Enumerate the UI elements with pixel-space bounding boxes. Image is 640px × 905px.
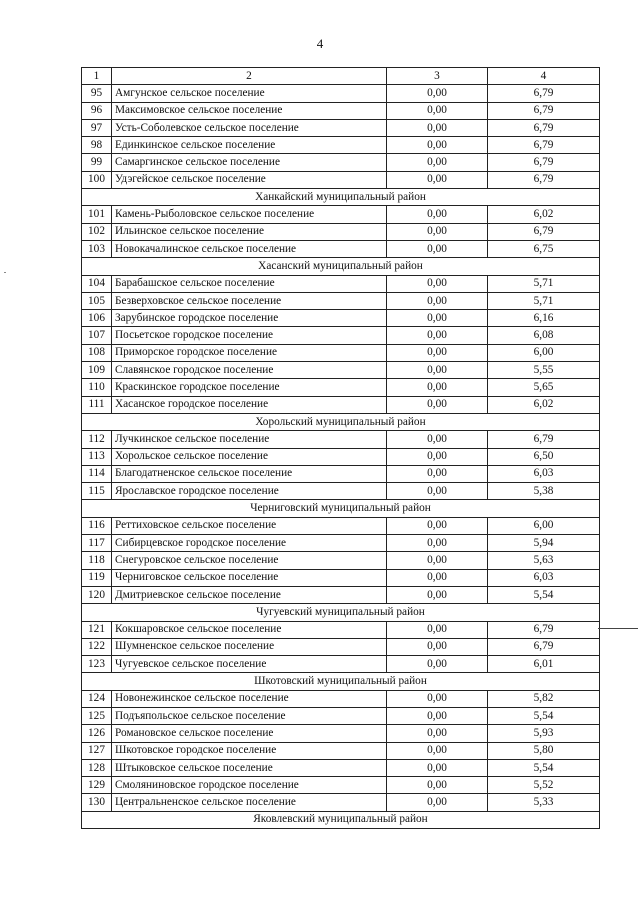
settlement-name: Самаргинское сельское поселение — [112, 154, 387, 171]
table-row — [82, 742, 600, 759]
settlement-name: Единкинское сельское поселение — [112, 137, 387, 154]
settlement-name: Лучкинское сельское поселение — [112, 431, 387, 448]
value-col3: 0,00 — [387, 223, 488, 240]
district-name: Яковлевский муниципальный район — [82, 811, 600, 828]
value-col3: 0,00 — [387, 206, 488, 223]
settlement-name: Сибирцевское городское поселение — [112, 535, 387, 552]
settlement-name: Ильинское сельское поселение — [112, 223, 387, 240]
value-col4: 6,79 — [488, 154, 600, 171]
row-number: 122 — [82, 638, 112, 655]
value-col3: 0,00 — [387, 171, 488, 188]
column-header-1: 1 — [82, 68, 112, 85]
row-number: 107 — [82, 327, 112, 344]
value-col3: 0,00 — [387, 621, 488, 638]
value-col3: 0,00 — [387, 362, 488, 379]
value-col3: 0,00 — [387, 638, 488, 655]
settlement-name: Кокшаровское сельское поселение — [112, 621, 387, 638]
row-number: 130 — [82, 794, 112, 811]
row-number: 111 — [82, 396, 112, 413]
value-col3: 0,00 — [387, 535, 488, 552]
table-row — [82, 396, 600, 413]
settlement-name: Барабашское сельское поселение — [112, 275, 387, 292]
value-col3: 0,00 — [387, 275, 488, 292]
settlement-name: Центральненское сельское поселение — [112, 794, 387, 811]
settlement-name: Славянское городское поселение — [112, 362, 387, 379]
table-row — [82, 223, 600, 240]
row-number: 129 — [82, 777, 112, 794]
value-col4: 5,82 — [488, 690, 600, 707]
table-row — [82, 465, 600, 482]
district-name: Хорольский муниципальный район — [82, 413, 600, 430]
value-col3: 0,00 — [387, 85, 488, 102]
row-number: 108 — [82, 344, 112, 361]
table-row — [82, 759, 600, 776]
value-col4: 5,94 — [488, 535, 600, 552]
table-row — [82, 240, 600, 257]
row-number: 117 — [82, 535, 112, 552]
settlement-name: Снегуровское сельское поселение — [112, 552, 387, 569]
table-row — [82, 569, 600, 586]
value-col3: 0,00 — [387, 327, 488, 344]
value-col4: 6,01 — [488, 656, 600, 673]
page-number: 4 — [316, 36, 324, 51]
settlement-name: Благодатненское сельское поселение — [112, 465, 387, 482]
table-row — [82, 431, 600, 448]
settlement-name: Дмитриевское сельское поселение — [112, 586, 387, 603]
settlement-name: Штыковское сельское поселение — [112, 759, 387, 776]
value-col3: 0,00 — [387, 396, 488, 413]
table-row — [82, 102, 600, 119]
value-col3: 0,00 — [387, 656, 488, 673]
value-col4: 6,00 — [488, 517, 600, 534]
value-col3: 0,00 — [387, 431, 488, 448]
table-row — [82, 794, 600, 811]
value-col4: 6,00 — [488, 344, 600, 361]
table-row — [82, 448, 600, 465]
row-number: 103 — [82, 240, 112, 257]
value-col4: 6,79 — [488, 85, 600, 102]
column-header-4: 4 — [488, 68, 600, 85]
row-number: 116 — [82, 517, 112, 534]
table-row — [82, 362, 600, 379]
settlement-name: Черниговское сельское поселение — [112, 569, 387, 586]
value-col3: 0,00 — [387, 119, 488, 136]
table-row — [82, 154, 600, 171]
value-col4: 6,79 — [488, 119, 600, 136]
table-row — [82, 137, 600, 154]
row-number: 101 — [82, 206, 112, 223]
value-col3: 0,00 — [387, 586, 488, 603]
value-col3: 0,00 — [387, 465, 488, 482]
value-col4: 5,54 — [488, 586, 600, 603]
value-col4: 6,79 — [488, 102, 600, 119]
value-col4: 6,75 — [488, 240, 600, 257]
row-number: 114 — [82, 465, 112, 482]
settlement-name: Романовское сельское поселение — [112, 725, 387, 742]
settlement-name: Новокачалинское сельское поселение — [112, 240, 387, 257]
value-col4: 6,08 — [488, 327, 600, 344]
value-col3: 0,00 — [387, 725, 488, 742]
district-name: Шкотовский муниципальный район — [82, 673, 600, 690]
table-row — [82, 327, 600, 344]
value-col3: 0,00 — [387, 292, 488, 309]
row-number: 105 — [82, 292, 112, 309]
settlement-name: Амгунское сельское поселение — [112, 85, 387, 102]
table-row — [82, 171, 600, 188]
settlement-name: Шкотовское городское поселение — [112, 742, 387, 759]
table-row — [82, 535, 600, 552]
district-row — [82, 258, 600, 275]
table-row — [82, 690, 600, 707]
settlement-name: Реттиховское сельское поселение — [112, 517, 387, 534]
value-col3: 0,00 — [387, 707, 488, 724]
settlements-table — [81, 67, 600, 829]
value-col4: 5,33 — [488, 794, 600, 811]
value-col4: 5,71 — [488, 275, 600, 292]
settlement-name: Максимовское сельское поселение — [112, 102, 387, 119]
table-body — [82, 68, 600, 829]
row-number: 126 — [82, 725, 112, 742]
table-row — [82, 707, 600, 724]
value-col4: 5,54 — [488, 707, 600, 724]
header-row — [82, 68, 600, 85]
table-row — [82, 310, 600, 327]
table-row — [82, 656, 600, 673]
settlement-name: Безверховское сельское поселение — [112, 292, 387, 309]
row-number: 106 — [82, 310, 112, 327]
row-number: 98 — [82, 137, 112, 154]
scan-artifact-dot — [4, 272, 6, 273]
settlement-name: Приморское городское поселение — [112, 344, 387, 361]
table-row — [82, 119, 600, 136]
value-col4: 5,54 — [488, 759, 600, 776]
district-row — [82, 673, 600, 690]
settlement-name: Шумненское сельское поселение — [112, 638, 387, 655]
value-col3: 0,00 — [387, 483, 488, 500]
district-row — [82, 811, 600, 828]
table-row — [82, 275, 600, 292]
district-row — [82, 413, 600, 430]
table-row — [82, 344, 600, 361]
value-col4: 5,65 — [488, 379, 600, 396]
table-row — [82, 638, 600, 655]
value-col3: 0,00 — [387, 240, 488, 257]
value-col4: 5,71 — [488, 292, 600, 309]
value-col3: 0,00 — [387, 379, 488, 396]
settlement-name: Усть-Соболевское сельское поселение — [112, 119, 387, 136]
value-col3: 0,00 — [387, 102, 488, 119]
table-row — [82, 292, 600, 309]
settlement-name: Краскинское городское поселение — [112, 379, 387, 396]
value-col4: 6,79 — [488, 621, 600, 638]
row-number: 118 — [82, 552, 112, 569]
settlement-name: Смоляниновское городское поселение — [112, 777, 387, 794]
value-col4: 5,63 — [488, 552, 600, 569]
value-col3: 0,00 — [387, 310, 488, 327]
value-col4: 6,03 — [488, 465, 600, 482]
column-header-2: 2 — [112, 68, 387, 85]
value-col3: 0,00 — [387, 154, 488, 171]
settlement-name: Новонежинское сельское поселение — [112, 690, 387, 707]
value-col4: 5,52 — [488, 777, 600, 794]
value-col3: 0,00 — [387, 742, 488, 759]
value-col4: 6,02 — [488, 396, 600, 413]
value-col3: 0,00 — [387, 344, 488, 361]
settlement-name: Камень-Рыболовское сельское поселение — [112, 206, 387, 223]
scan-artifact-line — [598, 628, 638, 629]
settlement-name: Зарубинское городское поселение — [112, 310, 387, 327]
value-col4: 6,02 — [488, 206, 600, 223]
table-row — [82, 379, 600, 396]
value-col4: 6,79 — [488, 137, 600, 154]
row-number: 121 — [82, 621, 112, 638]
table-row — [82, 725, 600, 742]
value-col4: 6,79 — [488, 431, 600, 448]
value-col3: 0,00 — [387, 137, 488, 154]
settlement-name: Ярославское городское поселение — [112, 483, 387, 500]
value-col3: 0,00 — [387, 759, 488, 776]
table-row — [82, 621, 600, 638]
row-number: 102 — [82, 223, 112, 240]
settlement-name: Чугуевское сельское поселение — [112, 656, 387, 673]
value-col3: 0,00 — [387, 794, 488, 811]
settlement-name: Посьетское городское поселение — [112, 327, 387, 344]
district-name: Ханкайский муниципальный район — [82, 189, 600, 206]
row-number: 112 — [82, 431, 112, 448]
district-name: Черниговский муниципальный район — [82, 500, 600, 517]
row-number: 99 — [82, 154, 112, 171]
settlement-name: Подъяпольское сельское поселение — [112, 707, 387, 724]
row-number: 127 — [82, 742, 112, 759]
settlement-name: Хорольское сельское поселение — [112, 448, 387, 465]
row-number: 109 — [82, 362, 112, 379]
row-number: 97 — [82, 119, 112, 136]
row-number: 96 — [82, 102, 112, 119]
value-col3: 0,00 — [387, 448, 488, 465]
value-col4: 6,03 — [488, 569, 600, 586]
table-row — [82, 552, 600, 569]
district-name: Хасанский муниципальный район — [82, 258, 600, 275]
value-col3: 0,00 — [387, 777, 488, 794]
district-name: Чугуевский муниципальный район — [82, 604, 600, 621]
value-col3: 0,00 — [387, 690, 488, 707]
row-number: 110 — [82, 379, 112, 396]
value-col4: 6,16 — [488, 310, 600, 327]
row-number: 113 — [82, 448, 112, 465]
row-number: 123 — [82, 656, 112, 673]
table-row — [82, 586, 600, 603]
settlement-name: Хасанское городское поселение — [112, 396, 387, 413]
district-row — [82, 189, 600, 206]
value-col4: 6,79 — [488, 171, 600, 188]
value-col4: 5,93 — [488, 725, 600, 742]
settlement-name: Удэгейское сельское поселение — [112, 171, 387, 188]
row-number: 120 — [82, 586, 112, 603]
row-number: 128 — [82, 759, 112, 776]
value-col4: 6,79 — [488, 223, 600, 240]
value-col3: 0,00 — [387, 517, 488, 534]
district-row — [82, 604, 600, 621]
row-number: 124 — [82, 690, 112, 707]
row-number: 115 — [82, 483, 112, 500]
table-row — [82, 206, 600, 223]
row-number: 119 — [82, 569, 112, 586]
value-col4: 5,55 — [488, 362, 600, 379]
row-number: 100 — [82, 171, 112, 188]
table-row — [82, 483, 600, 500]
value-col4: 5,80 — [488, 742, 600, 759]
table-row — [82, 85, 600, 102]
row-number: 125 — [82, 707, 112, 724]
value-col4: 5,38 — [488, 483, 600, 500]
value-col4: 6,79 — [488, 638, 600, 655]
value-col3: 0,00 — [387, 552, 488, 569]
value-col3: 0,00 — [387, 569, 488, 586]
column-header-3: 3 — [387, 68, 488, 85]
table-row — [82, 777, 600, 794]
row-number: 95 — [82, 85, 112, 102]
value-col4: 6,50 — [488, 448, 600, 465]
row-number: 104 — [82, 275, 112, 292]
table-row — [82, 517, 600, 534]
district-row — [82, 500, 600, 517]
